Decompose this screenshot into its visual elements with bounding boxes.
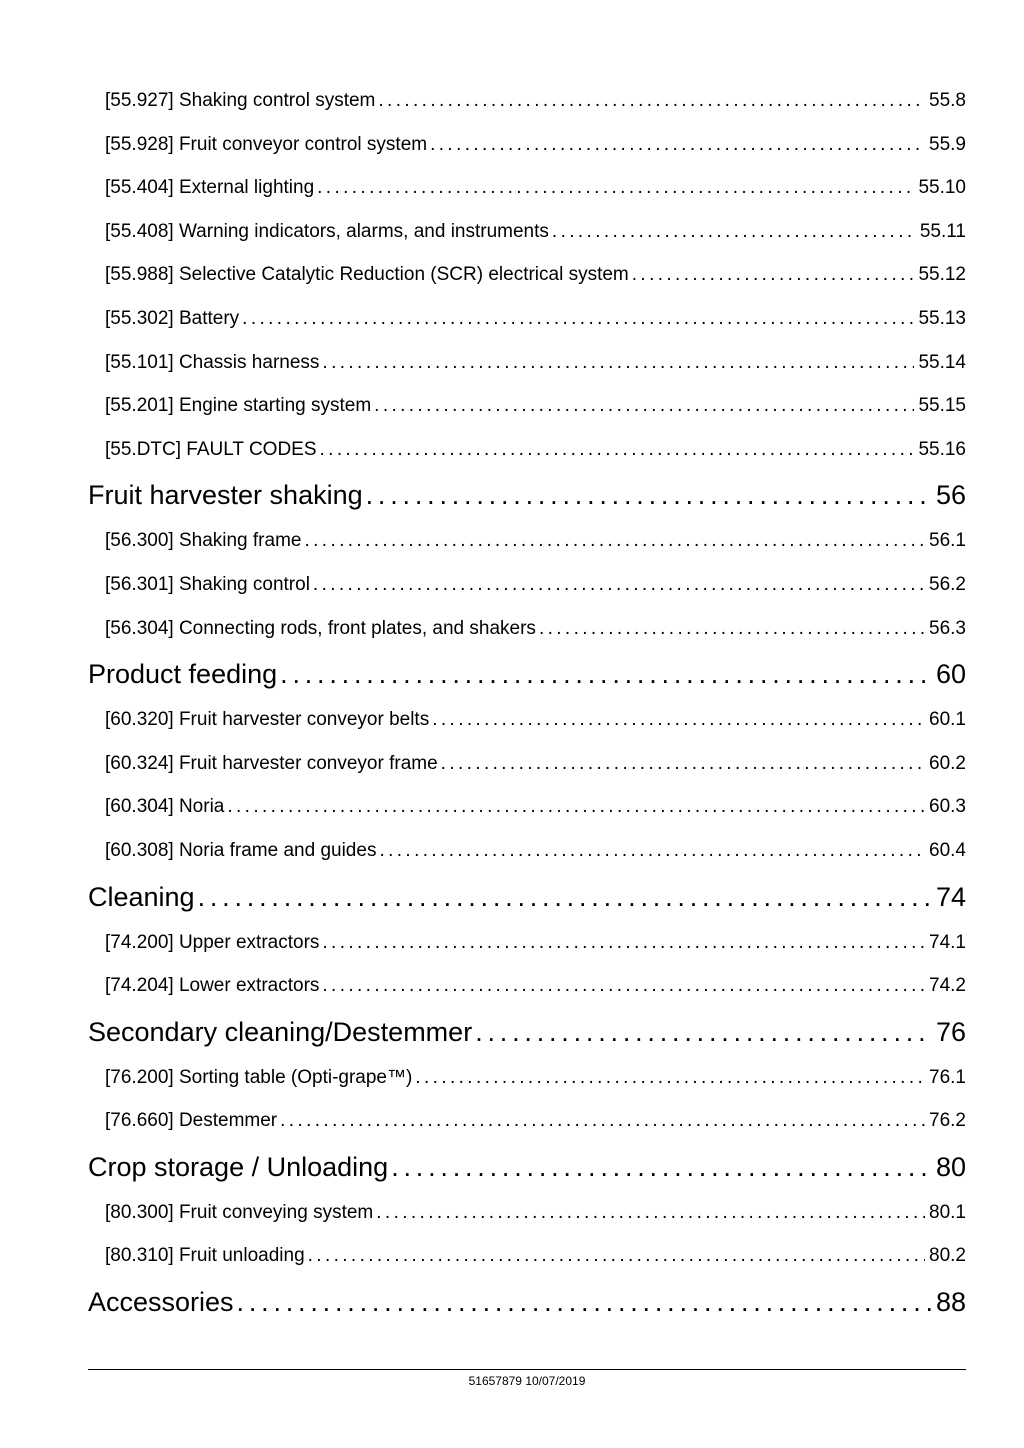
toc-section-page: 88 — [935, 1287, 966, 1318]
toc-entry-page: 56.2 — [929, 573, 966, 595]
toc-subentry[interactable] — [88, 384, 966, 428]
toc-entry-title: [55.928] Fruit conveyor control system — [105, 133, 428, 155]
toc-entry-page: 55.9 — [929, 133, 966, 155]
toc-entry-title: [60.308] Noria frame and guides — [105, 839, 377, 861]
toc-subentry[interactable] — [88, 785, 966, 829]
dot-leader — [313, 563, 925, 607]
toc-entry-page: 76.1 — [929, 1066, 966, 1088]
toc-entry-page: 74.1 — [929, 931, 966, 953]
toc-subentry[interactable] — [88, 210, 966, 254]
toc-entry-title: [55.927] Shaking control system — [105, 90, 376, 111]
dot-leader — [227, 785, 925, 829]
toc-entry-title: [56.304] Connecting rods, front plates, and shakers — [105, 617, 536, 639]
toc-entry-page: 76.2 — [929, 1110, 966, 1132]
table-of-contents — [88, 79, 966, 1326]
toc-entry-title: [55.101] Chassis harness — [105, 351, 320, 373]
toc-section-page: 60 — [935, 659, 966, 690]
toc-entry-page: 55.10 — [918, 177, 966, 199]
toc-entry-page: 55.13 — [918, 307, 966, 329]
toc-entry-title: [74.200] Upper extractors — [105, 931, 320, 953]
dot-leader — [322, 921, 925, 965]
document-footer: 51657879 10/07/2019 — [468, 1374, 586, 1388]
toc-entry-page: 60.4 — [929, 839, 966, 861]
toc-entry-title: [56.300] Shaking frame — [105, 530, 302, 552]
toc-subentry[interactable] — [88, 698, 966, 742]
dot-leader — [308, 1234, 925, 1278]
dot-leader — [376, 1191, 925, 1235]
toc-entry-title: [56.301] Shaking control — [105, 573, 310, 595]
toc-subentry[interactable] — [88, 253, 966, 297]
toc-entry-title: [55.302] Battery — [105, 307, 240, 329]
dot-leader — [198, 873, 932, 921]
toc-subentry[interactable] — [88, 563, 966, 607]
dot-leader — [552, 210, 916, 254]
toc-entry-title: [74.204] Lower extractors — [105, 975, 320, 997]
toc-subentry[interactable] — [88, 1099, 966, 1143]
dot-leader — [475, 1008, 932, 1056]
dot-leader — [237, 1278, 932, 1326]
toc-entry-page: 80.1 — [929, 1201, 966, 1223]
toc-subentry[interactable] — [88, 1234, 966, 1278]
toc-subentry[interactable] — [88, 1191, 966, 1235]
toc-subentry[interactable] — [88, 742, 966, 786]
dot-leader — [320, 428, 915, 472]
toc-entry-page: 55.8 — [929, 90, 966, 111]
toc-entry-page: 74.2 — [929, 975, 966, 997]
toc-entry-page: 80.2 — [929, 1245, 966, 1267]
toc-subentry[interactable] — [88, 428, 966, 472]
dot-leader — [430, 123, 925, 167]
toc-entry-title: [55.201] Engine starting system — [105, 395, 372, 417]
footer-divider — [88, 1369, 966, 1370]
toc-section-entry[interactable] — [88, 1278, 966, 1326]
toc-subentry[interactable] — [88, 79, 966, 123]
toc-section-title: Accessories — [88, 1287, 234, 1318]
toc-section-page: 56 — [935, 480, 966, 511]
toc-entry-title: [55.DTC] FAULT CODES — [105, 438, 317, 460]
toc-section-page: 74 — [935, 881, 966, 912]
toc-entry-page: 55.14 — [918, 351, 966, 373]
dot-leader — [322, 341, 914, 385]
toc-entry-page: 55.12 — [918, 264, 966, 286]
toc-entry-page: 60.2 — [929, 752, 966, 774]
dot-leader — [374, 384, 914, 428]
toc-section-title: Crop storage / Unloading — [88, 1151, 389, 1182]
dot-leader — [391, 1143, 932, 1191]
toc-entry-title: [80.300] Fruit conveying system — [105, 1201, 374, 1223]
toc-subentry[interactable] — [88, 607, 966, 651]
toc-section-title: Product feeding — [88, 659, 278, 690]
dot-leader — [379, 829, 925, 873]
toc-entry-page: 60.1 — [929, 709, 966, 731]
toc-subentry[interactable] — [88, 123, 966, 167]
toc-entry-title: [55.404] External lighting — [105, 177, 315, 199]
toc-entry-title: [76.660] Destemmer — [105, 1110, 278, 1132]
toc-section-title: Cleaning — [88, 881, 195, 912]
toc-entry-page: 56.1 — [929, 530, 966, 552]
toc-subentry[interactable] — [88, 964, 966, 1008]
toc-section-page: 76 — [935, 1016, 966, 1047]
toc-entry-page: 60.3 — [929, 796, 966, 818]
toc-section-entry[interactable] — [88, 1143, 966, 1191]
toc-entry-page: 55.16 — [918, 438, 966, 460]
toc-subentry[interactable] — [88, 519, 966, 563]
toc-entry-title: [60.320] Fruit harvester conveyor belts — [105, 709, 430, 731]
toc-subentry[interactable] — [88, 297, 966, 341]
toc-subentry[interactable] — [88, 341, 966, 385]
toc-entry-title: [60.304] Noria — [105, 796, 225, 818]
toc-section-entry[interactable] — [88, 1008, 966, 1056]
dot-leader — [317, 166, 914, 210]
toc-entry-page: 55.11 — [919, 220, 966, 242]
toc-subentry[interactable] — [88, 921, 966, 965]
toc-entry-title: [76.200] Sorting table (Opti-grape™) — [105, 1066, 413, 1088]
dot-leader — [632, 253, 915, 297]
dot-leader — [366, 471, 932, 519]
toc-section-page: 80 — [935, 1151, 966, 1182]
toc-section-entry[interactable] — [88, 873, 966, 921]
toc-section-title: Fruit harvester shaking — [88, 480, 363, 511]
dot-leader — [304, 519, 925, 563]
toc-section-entry[interactable] — [88, 650, 966, 698]
toc-entry-title: [55.408] Warning indicators, alarms, and instruments — [105, 220, 549, 242]
dot-leader — [539, 607, 925, 651]
dot-leader — [441, 742, 925, 786]
dot-leader — [378, 79, 925, 123]
dot-leader — [280, 650, 932, 698]
dot-leader — [432, 698, 925, 742]
dot-leader — [242, 297, 914, 341]
toc-section-title: Secondary cleaning/Destemmer — [88, 1016, 473, 1047]
toc-entry-title: [80.310] Fruit unloading — [105, 1245, 305, 1267]
toc-entry-page: 55.15 — [918, 395, 966, 417]
toc-subentry[interactable] — [88, 829, 966, 873]
dot-leader — [280, 1099, 925, 1143]
dot-leader — [415, 1056, 925, 1100]
toc-entry-title: [55.988] Selective Catalytic Reduction (SCR) electrical system — [105, 264, 629, 286]
toc-section-entry[interactable] — [88, 471, 966, 519]
toc-entry-page: 56.3 — [929, 617, 966, 639]
toc-entry-title: [60.324] Fruit harvester conveyor frame — [105, 752, 438, 774]
toc-subentry[interactable] — [88, 1056, 966, 1100]
toc-subentry[interactable] — [88, 166, 966, 210]
dot-leader — [322, 964, 925, 1008]
